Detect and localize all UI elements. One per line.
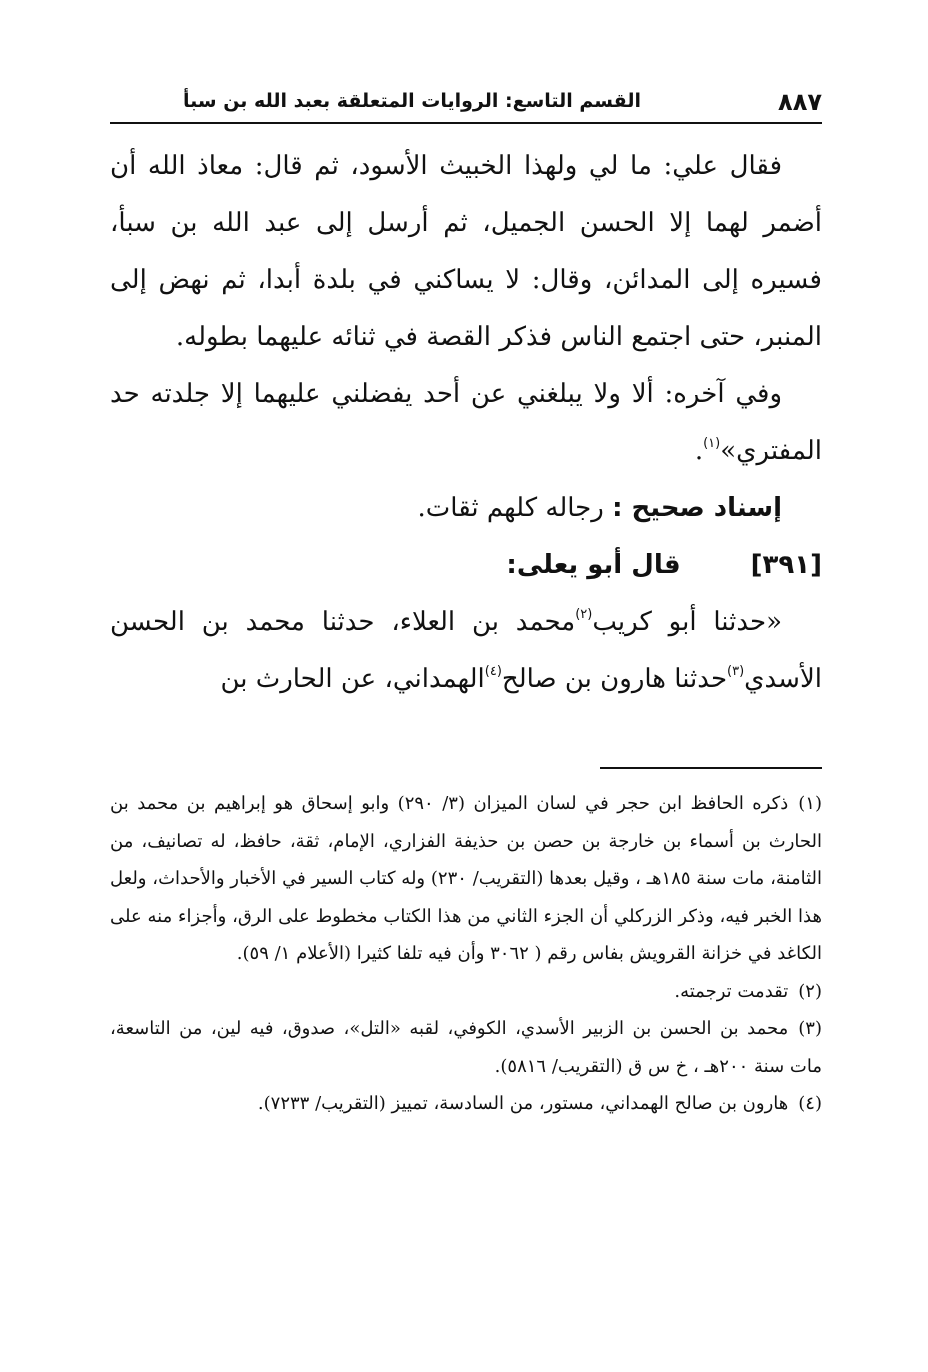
- footnote-text: هارون بن صالح الهمداني، مستور، من السادسة، تمييز (التقريب/ ٧٢٣٣).: [257, 1093, 789, 1114]
- footnote-text: تقدمت ترجمته.: [674, 980, 789, 1002]
- hadith-number: [٣٩١]: [750, 550, 822, 580]
- footnote-separator: [600, 767, 822, 769]
- footnote-ref: (٢): [575, 607, 593, 622]
- footnote-number: (٤): [798, 1093, 822, 1114]
- paragraph-end: .: [694, 436, 704, 466]
- footnote-ref: (٣): [727, 664, 745, 679]
- running-title: القسم التاسع: الروايات المتعلقة بعبد الله بن سبأ: [183, 90, 641, 112]
- main-text: [110, 138, 822, 708]
- isnad-label: إسناد صحيح :: [612, 493, 782, 523]
- footnote-number: (٢): [798, 980, 822, 1002]
- hadith-heading: [110, 537, 822, 594]
- hadith-part: «حدثنا أبو كريب: [592, 607, 782, 637]
- footnote: [110, 1085, 822, 1123]
- footnote: [110, 1010, 822, 1085]
- isnad-verdict: [110, 480, 822, 537]
- footnote-ref: (٤): [484, 664, 502, 679]
- footnote: [110, 973, 822, 1011]
- hadith-part: محمد بن العلاء، حدثنا محمد بن الحسن الأسدي: [110, 607, 822, 694]
- footnote: [110, 785, 822, 973]
- hadith-part: حدثنا هارون بن صالح: [501, 664, 728, 694]
- footnotes: [110, 785, 822, 1123]
- footnote-ref: (١): [703, 436, 721, 451]
- paragraph-text: وفي آخره: ألا ولا يبلغني عن أحد يفضلني عليهما إلا جلدته حد المفتري»: [110, 379, 822, 466]
- hadith-part: الهمداني، عن الحارث بن: [220, 664, 485, 694]
- hadith-intro: قال أبو يعلى:: [506, 550, 681, 580]
- page-header: [110, 78, 822, 124]
- footnote-number: (٣): [798, 1018, 822, 1039]
- page-number: ٨٨٧: [778, 88, 822, 116]
- footnote-text: محمد بن الحسن بن الزبير الأسدي، الكوفي، لقبه «التل»، صدوق، فيه لين، من التاسعة، مات سنة ٢٠٠هـ ، خ س ق (التقريب/ ٥٨١٦).: [110, 1018, 822, 1077]
- hadith-text: [110, 594, 822, 708]
- footnote-text: ذكره الحافظ ابن حجر في لسان الميزان (٣/ ٢٩٠) وابو إسحاق هو إبراهيم بن محمد بن الحارث بن أسماء بن خارجة بن حصن بن حذيفة الفزاري، الإمام، ثقة، حافظ، له تصانيف، من الثامنة، مات سنة ١٨٥هـ ، وقيل بعدها (التقريب/ ٢٣٠) وله كتاب السير في الأخبار والأحداث، ولعل هذا الخبر فيه، وذكر الزركلي أن الجزء الثاني من هذا الكتاب مخطوط على الرق، وأجزاء منه على الكاغد في خزانة القرويش بفاس رقم ( ٣٠٦٢ وأن فيه تلفا كثيرا (الأعلام ١/ ٥٩).: [110, 793, 823, 964]
- footnote-number: (١): [798, 793, 822, 814]
- isnad-text: رجاله كلهم ثقات.: [417, 493, 613, 523]
- paragraph: [110, 366, 822, 480]
- paragraph: فقال علي: ما لي ولهذا الخبيث الأسود، ثم قال: معاذ الله أن أضمر لهما إلا الحسن الجميل، ثم أرسل إلى عبد الله بن سبأ، فسيره إلى المدائن، وقال: لا يساكني في بلدة أبدا، ثم نهض إلى المنبر، حتى اجتمع الناس فذكر القصة في ثنائه عليهما بطوله.: [110, 151, 822, 352]
